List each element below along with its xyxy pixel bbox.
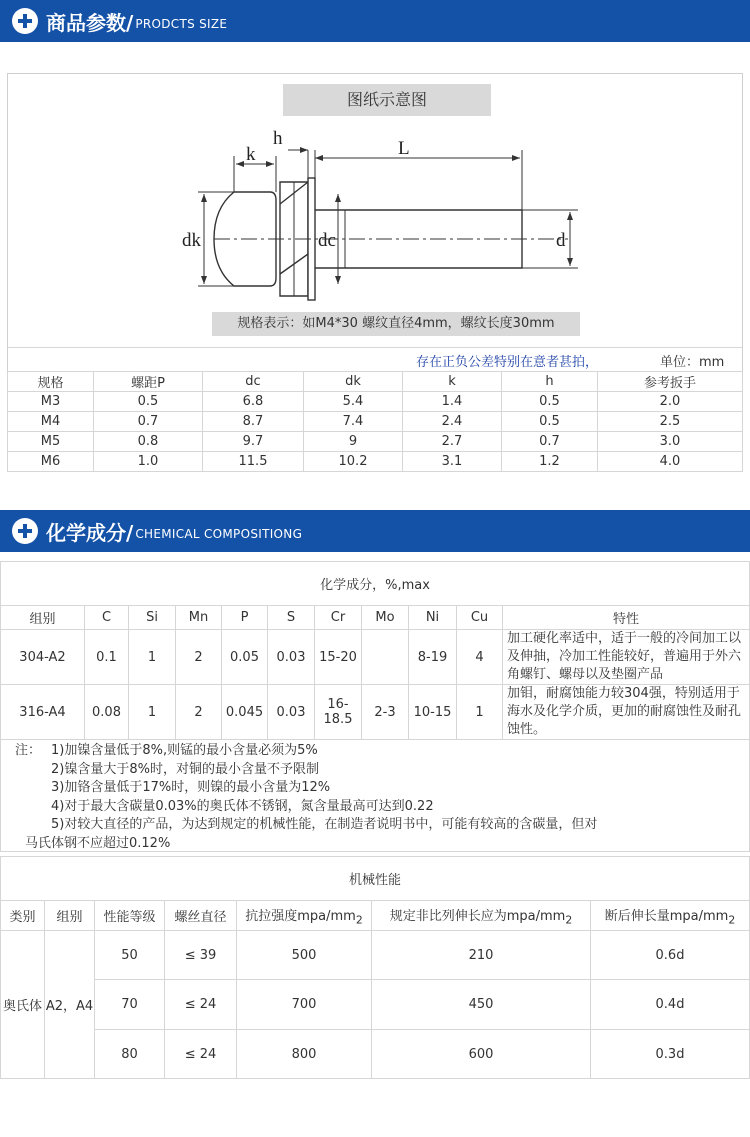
- table-cell: 1.2: [502, 452, 598, 472]
- table-cell: 2.4: [403, 412, 502, 432]
- section-title-cn: 化学成分/: [46, 520, 134, 545]
- section-header-chemical: [0, 510, 750, 552]
- table-cell: 5.4: [304, 392, 403, 412]
- table-cell: 0.5: [502, 412, 598, 432]
- table-cell: 50: [95, 931, 165, 980]
- table-row: [1, 685, 750, 740]
- table-cell: 2: [176, 685, 222, 740]
- tolerance-note: 存在正负公差特别在意者甚拍，: [416, 355, 599, 370]
- table-cell: 210: [372, 931, 591, 980]
- dim-label-L: L: [398, 138, 410, 159]
- mechanical-table: [0, 856, 750, 1079]
- chemical-notes: [0, 737, 750, 852]
- table-cell: 8.7: [203, 412, 304, 432]
- dim-label-k: k: [246, 144, 256, 165]
- table-cell: 3.0: [598, 432, 743, 452]
- table-header: Mn: [176, 606, 222, 630]
- dim-label-h: h: [273, 128, 283, 149]
- table-cell: ≤ 24: [165, 980, 237, 1030]
- table-header: 特性: [503, 606, 750, 630]
- dim-label-dc: dc: [318, 230, 336, 251]
- table-cell: 1.0: [94, 452, 203, 472]
- table-cell: M5: [8, 432, 94, 452]
- table-header: dk: [304, 372, 403, 392]
- drawing-title: 图纸示意图: [283, 84, 491, 116]
- section-title-en: CHEMICAL COMPOSITIONG: [135, 527, 303, 541]
- screw-drawing: [8, 74, 742, 346]
- table-header: 组别: [45, 901, 95, 931]
- table-cell: 2: [176, 630, 222, 685]
- note-item: 1)加镍含量低于8%,则锰的最小含量必须为5%: [51, 743, 318, 758]
- screw-diagram: [8, 74, 742, 346]
- table-cell: 4.0: [598, 452, 743, 472]
- table-header: 断后伸长量mpa/$mm_2$: [591, 901, 750, 931]
- table-cell: 11.5: [203, 452, 304, 472]
- info-line: [8, 347, 742, 371]
- note-item: 2)镍含量大于8%时，对铜的最小含量不予限制: [51, 761, 319, 777]
- table-cell: 0.6d: [591, 931, 750, 980]
- property-cell: 加钼，耐腐蚀能力较304强，特别适用于海水及化学介质，更加的耐腐蚀性及耐孔蚀性。: [503, 685, 750, 740]
- group-cell: A2，A4: [45, 931, 95, 1079]
- table-header: Ni: [409, 606, 457, 630]
- table-cell: 10-15: [409, 685, 457, 740]
- table-cell: 10.2: [304, 452, 403, 472]
- table-cell: 0.05: [222, 630, 268, 685]
- mech-title-row: [1, 857, 750, 901]
- table-cell: 450: [372, 980, 591, 1030]
- table-header: 规格: [8, 372, 94, 392]
- section-title-cn: 商品参数/: [46, 10, 134, 35]
- size-table: [7, 371, 743, 472]
- table-cell: 70: [95, 980, 165, 1030]
- table-cell: 0.7: [94, 412, 203, 432]
- table-header: Si: [129, 606, 176, 630]
- table-cell: 800: [237, 1030, 372, 1079]
- note-item: 5)对较大直径的产品，为达到规定的机械性能，在制造者说明书中，可能有较高的含碳量，但对: [51, 817, 598, 832]
- table-cell: 0.045: [222, 685, 268, 740]
- table-header: Mo: [362, 606, 409, 630]
- table-cell: 80: [95, 1030, 165, 1079]
- table-header: 抗拉强度mpa/$mm_2$: [237, 901, 372, 931]
- table-header: 规定非比列伸长应为mpa/$mm_2$: [372, 901, 591, 931]
- size-panel: [7, 73, 743, 472]
- table-cell: 0.8: [94, 432, 203, 452]
- table-cell: M4: [8, 412, 94, 432]
- section-header-size: [0, 0, 750, 42]
- chemical-table: [0, 561, 750, 740]
- table-row: [1, 630, 750, 685]
- table-cell: 2.5: [598, 412, 743, 432]
- table-cell: 316-A4: [1, 685, 85, 740]
- table-row: [8, 412, 743, 432]
- notes-label: 注：: [15, 743, 42, 758]
- table-cell: 6.8: [203, 392, 304, 412]
- table-header: C: [85, 606, 129, 630]
- property-cell: 加工硬化率适中，适于一般的冷间加工以及伸抽，冷加工性能较好，普遍用于外六角螺钉、螺母以及垫圈产品: [503, 630, 750, 685]
- chem-title-row: [1, 562, 750, 606]
- table-cell: 0.1: [85, 630, 129, 685]
- table-cell: [362, 630, 409, 685]
- chem-title: 化学成分，%,max: [1, 562, 750, 606]
- table-row: [8, 452, 743, 472]
- table-header: Cu: [457, 606, 503, 630]
- table-cell: 500: [237, 931, 372, 980]
- table-cell: 2-3: [362, 685, 409, 740]
- note-item: 4)对于最大含碳量0.03%的奥氏体不锈钢，氮含量最高可达到0.22: [51, 798, 434, 814]
- table-cell: 2.0: [598, 392, 743, 412]
- table-header: k: [403, 372, 502, 392]
- table-cell: 9.7: [203, 432, 304, 452]
- table-cell: 304-A2: [1, 630, 85, 685]
- plus-circle-icon: [12, 8, 38, 34]
- table-cell: 0.4d: [591, 980, 750, 1030]
- table-cell: 1.4: [403, 392, 502, 412]
- table-cell: 0.5: [94, 392, 203, 412]
- plus-circle-icon: [12, 518, 38, 544]
- table-header: 参考扳手: [598, 372, 743, 392]
- table-header: Cr: [315, 606, 362, 630]
- note-item: 马氏体钢不应超过0.12%: [25, 835, 171, 851]
- table-cell: 700: [237, 980, 372, 1030]
- table-row: [8, 432, 743, 452]
- dim-label-dk: dk: [182, 230, 201, 251]
- table-header-row: [1, 901, 750, 931]
- table-header: 性能等级: [95, 901, 165, 931]
- section-title-en: PRODCTS SIZE: [135, 17, 228, 31]
- dim-label-d: d: [556, 230, 566, 251]
- table-header: S: [268, 606, 315, 630]
- table-header: 组别: [1, 606, 85, 630]
- table-cell: 8-19: [409, 630, 457, 685]
- table-header-row: [8, 372, 743, 392]
- table-header-row: [1, 606, 750, 630]
- table-header: dc: [203, 372, 304, 392]
- table-cell: 0.03: [268, 685, 315, 740]
- table-row: [1, 931, 750, 980]
- table-row: [1, 980, 750, 1030]
- table-cell: 2.7: [403, 432, 502, 452]
- unit-note: 单位：mm: [660, 355, 725, 370]
- table-cell: 4: [457, 630, 503, 685]
- table-row: [1, 1030, 750, 1079]
- table-cell: 3.1: [403, 452, 502, 472]
- table-cell: 0.03: [268, 630, 315, 685]
- table-cell: 16-18.5: [315, 685, 362, 740]
- table-cell: 0.5: [502, 392, 598, 412]
- spec-note: 规格表示：如M4*30 螺纹直径4mm，螺纹长度30mm: [212, 312, 580, 336]
- table-cell: 600: [372, 1030, 591, 1079]
- table-header: 螺距P: [94, 372, 203, 392]
- table-cell: 0.3d: [591, 1030, 750, 1079]
- table-cell: 1: [457, 685, 503, 740]
- table-row: [8, 392, 743, 412]
- table-cell: ≤ 39: [165, 931, 237, 980]
- table-cell: 0.08: [85, 685, 129, 740]
- table-cell: ≤ 24: [165, 1030, 237, 1079]
- table-cell: 0.7: [502, 432, 598, 452]
- category-cell: 奥氏体: [1, 931, 45, 1079]
- table-cell: 9: [304, 432, 403, 452]
- table-cell: M3: [8, 392, 94, 412]
- table-cell: 7.4: [304, 412, 403, 432]
- table-cell: 1: [129, 630, 176, 685]
- table-header: 类别: [1, 901, 45, 931]
- mech-title: 机械性能: [1, 857, 750, 901]
- table-cell: 1: [129, 685, 176, 740]
- table-header: 螺丝直径: [165, 901, 237, 931]
- note-item: 3)加铬含量低于17%时，则镍的最小含量为12%: [51, 780, 331, 795]
- table-cell: M6: [8, 452, 94, 472]
- table-cell: 15-20: [315, 630, 362, 685]
- table-header: h: [502, 372, 598, 392]
- table-header: P: [222, 606, 268, 630]
